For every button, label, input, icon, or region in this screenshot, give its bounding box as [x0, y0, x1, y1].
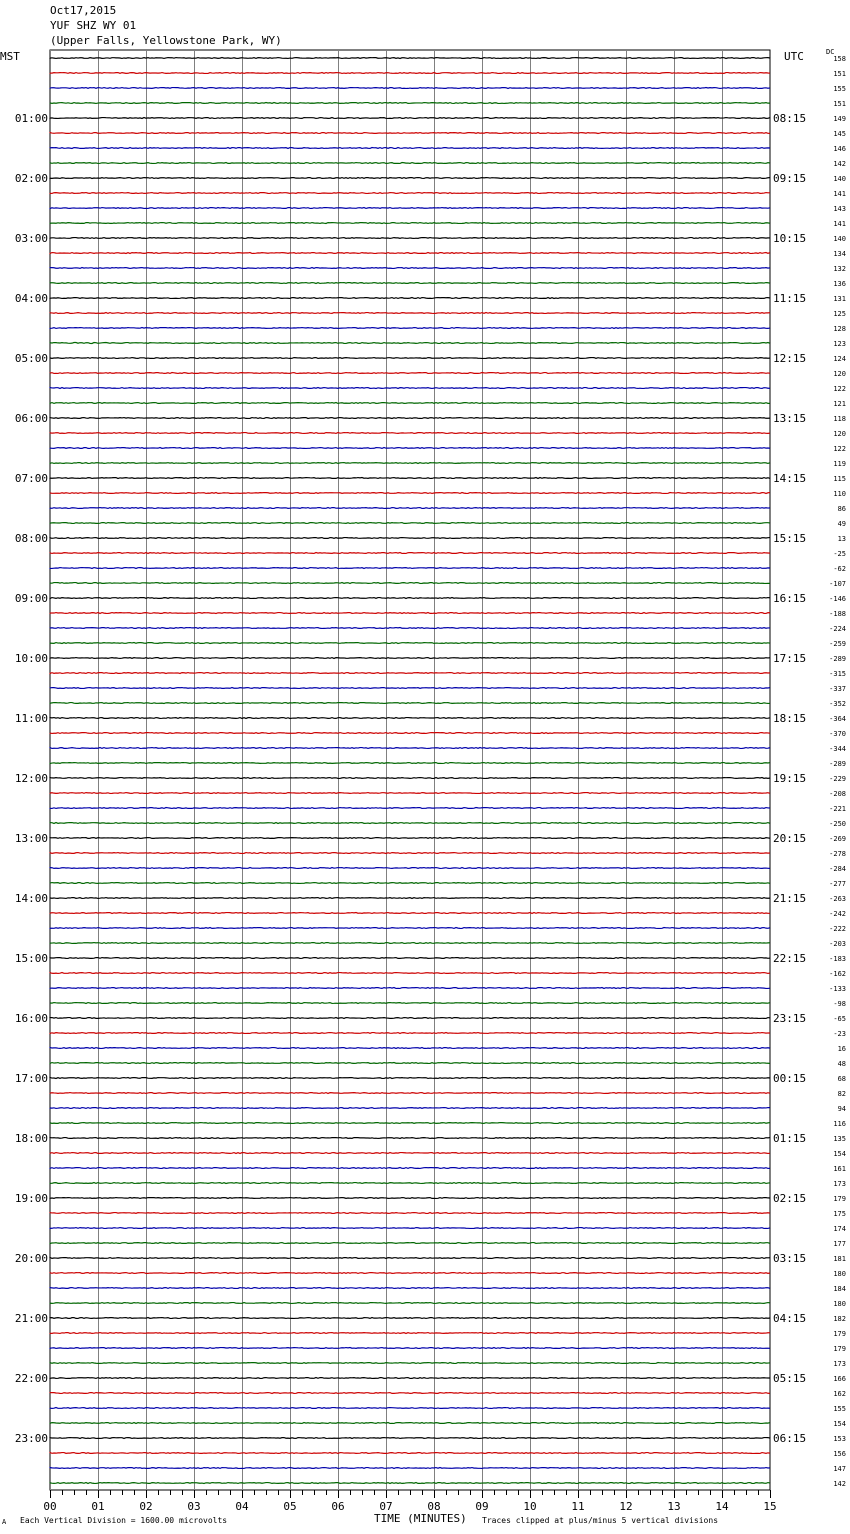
trace-line: [50, 748, 770, 749]
dc-offset-label: 158: [833, 55, 846, 63]
trace-line: [50, 1363, 770, 1364]
utc-hour-label: 02:15: [773, 1192, 807, 1205]
x-tick-label: 03: [187, 1500, 201, 1513]
plot-frame: [50, 50, 770, 1490]
mst-label: MST: [0, 50, 20, 63]
dc-offset-label: -188: [829, 610, 846, 618]
trace-line: [50, 343, 770, 344]
trace-line: [50, 1303, 770, 1304]
dc-offset-label: 149: [833, 115, 846, 123]
utc-hour-label: 19:15: [773, 772, 807, 785]
trace-line: [50, 1018, 770, 1019]
dc-offset-label: 140: [833, 235, 846, 243]
trace-line: [50, 1333, 770, 1334]
trace-line: [50, 883, 770, 884]
dc-offset-label: 13: [837, 535, 846, 543]
x-tick-label: 02: [139, 1500, 153, 1513]
dc-offset-label: -278: [829, 850, 846, 858]
x-tick-label: 10: [523, 1500, 537, 1513]
dc-offset-label: 154: [833, 1420, 846, 1428]
dc-offset-label: 154: [833, 1150, 846, 1158]
dc-offset-label: 179: [833, 1330, 846, 1338]
station-title: YUF SHZ WY 01: [50, 19, 137, 32]
mst-hour-label: 09:00: [14, 592, 48, 605]
dc-offset-label: 82: [837, 1090, 846, 1098]
mst-hour-label: 06:00: [14, 412, 48, 425]
x-axis-title: TIME (MINUTES): [374, 1512, 467, 1525]
trace-line: [50, 1138, 770, 1139]
trace-line: [50, 133, 770, 134]
trace-line: [50, 1183, 770, 1184]
dc-offset-label: 116: [833, 1120, 846, 1128]
trace-line: [50, 1123, 770, 1124]
trace-line: [50, 178, 770, 179]
trace-line: [50, 88, 770, 89]
utc-hour-label: 04:15: [773, 1312, 807, 1325]
mst-hour-label: 07:00: [14, 472, 48, 485]
dc-offset-label: 173: [833, 1360, 846, 1368]
dc-offset-label: 120: [833, 370, 846, 378]
dc-offset-label: -284: [829, 865, 846, 873]
trace-line: [50, 1318, 770, 1319]
mst-hour-label: 03:00: [14, 232, 48, 245]
dc-offset-label: 143: [833, 205, 846, 213]
utc-hour-label: 14:15: [773, 472, 807, 485]
dc-offset-label: 162: [833, 1390, 846, 1398]
dc-offset-label: 161: [833, 1165, 846, 1173]
dc-offset-label: 173: [833, 1180, 846, 1188]
trace-line: [50, 298, 770, 299]
utc-hour-label: 22:15: [773, 952, 807, 965]
dc-offset-label: -224: [829, 625, 846, 633]
date-title: Oct17,2015: [50, 4, 117, 17]
trace-line: [50, 823, 770, 824]
dc-offset-label: 16: [837, 1045, 846, 1053]
dc-offset-label: 86: [837, 505, 846, 513]
trace-line: [50, 853, 770, 854]
dc-offset-label: 132: [833, 265, 846, 273]
dc-offset-label: 142: [833, 160, 846, 168]
dc-offset-label: -229: [829, 775, 846, 783]
trace-line: [50, 598, 770, 599]
utc-hour-label: 20:15: [773, 832, 807, 845]
trace-line: [50, 58, 770, 59]
mst-hour-label: 04:00: [14, 292, 48, 305]
trace-line: [50, 103, 770, 104]
dc-offset-label: 181: [833, 1255, 846, 1263]
dc-offset-label: -133: [829, 985, 846, 993]
trace-line: [50, 418, 770, 419]
dc-offset-label: -364: [829, 715, 846, 723]
utc-hour-label: 05:15: [773, 1372, 807, 1385]
dc-offset-label: 110: [833, 490, 846, 498]
trace-line: [50, 1153, 770, 1154]
trace-line: [50, 73, 770, 74]
dc-offset-label: -277: [829, 880, 846, 888]
trace-line: [50, 223, 770, 224]
trace-line: [50, 193, 770, 194]
trace-line: [50, 793, 770, 794]
trace-line: [50, 1288, 770, 1289]
dc-offset-label: -98: [833, 1000, 846, 1008]
trace-line: [50, 433, 770, 434]
trace-line: [50, 328, 770, 329]
dc-offset-label: 184: [833, 1285, 846, 1293]
trace-line: [50, 1468, 770, 1469]
trace-line: [50, 688, 770, 689]
trace-line: [50, 1423, 770, 1424]
dc-offset-label: 177: [833, 1240, 846, 1248]
dc-offset-label: -242: [829, 910, 846, 918]
dc-offset-label: 156: [833, 1450, 846, 1458]
dc-offset-label: 122: [833, 445, 846, 453]
dc-offset-label: 175: [833, 1210, 846, 1218]
trace-line: [50, 1048, 770, 1049]
trace-line: [50, 268, 770, 269]
trace-line: [50, 1348, 770, 1349]
utc-hour-label: 03:15: [773, 1252, 807, 1265]
trace-line: [50, 958, 770, 959]
trace-line: [50, 403, 770, 404]
mst-hour-label: 13:00: [14, 832, 48, 845]
trace-line: [50, 148, 770, 149]
trace-line: [50, 973, 770, 974]
utc-hour-label: 06:15: [773, 1432, 807, 1445]
dc-offset-label: 151: [833, 70, 846, 78]
trace-line: [50, 778, 770, 779]
trace-line: [50, 643, 770, 644]
x-tick-label: 15: [763, 1500, 777, 1513]
trace-line: [50, 718, 770, 719]
trace-line: [50, 1213, 770, 1214]
dc-offset-label: 179: [833, 1345, 846, 1353]
x-tick-label: 08: [427, 1500, 441, 1513]
trace-line: [50, 1198, 770, 1199]
utc-hour-label: 10:15: [773, 232, 807, 245]
trace-line: [50, 253, 770, 254]
dc-offset-label: 140: [833, 175, 846, 183]
dc-offset-label: -183: [829, 955, 846, 963]
x-tick-label: 11: [571, 1500, 585, 1513]
trace-line: [50, 1078, 770, 1079]
trace-line: [50, 1093, 770, 1094]
dc-offset-label: 120: [833, 430, 846, 438]
utc-hour-label: 12:15: [773, 352, 807, 365]
utc-hour-label: 09:15: [773, 172, 807, 185]
utc-hour-label: 18:15: [773, 712, 807, 725]
trace-line: [50, 1408, 770, 1409]
trace-line: [50, 1003, 770, 1004]
trace-line: [50, 1378, 770, 1379]
trace-line: [50, 1258, 770, 1259]
dc-offset-label: 125: [833, 310, 846, 318]
trace-line: [50, 478, 770, 479]
x-tick-label: 14: [715, 1500, 729, 1513]
dc-offset-label: 124: [833, 355, 846, 363]
mst-hour-label: 14:00: [14, 892, 48, 905]
dc-offset-label: -62: [833, 565, 846, 573]
mst-hour-label: 05:00: [14, 352, 48, 365]
trace-line: [50, 508, 770, 509]
dc-offset-label: 128: [833, 325, 846, 333]
trace-line: [50, 1243, 770, 1244]
trace-line: [50, 1483, 770, 1484]
dc-offset-label: 121: [833, 400, 846, 408]
utc-hour-label: 13:15: [773, 412, 807, 425]
trace-line: [50, 283, 770, 284]
dc-offset-label: -221: [829, 805, 846, 813]
mst-hour-label: 17:00: [14, 1072, 48, 1085]
dc-offset-label: 123: [833, 340, 846, 348]
trace-line: [50, 1453, 770, 1454]
dc-offset-label: -263: [829, 895, 846, 903]
x-tick-label: 01: [91, 1500, 105, 1513]
dc-offset-label: 182: [833, 1315, 846, 1323]
dc-offset-label: 174: [833, 1225, 846, 1233]
dc-offset-label: 119: [833, 460, 846, 468]
trace-line: [50, 943, 770, 944]
dc-offset-label: -370: [829, 730, 846, 738]
utc-hour-label: 00:15: [773, 1072, 807, 1085]
trace-line: [50, 313, 770, 314]
dc-offset-label: -269: [829, 835, 846, 843]
trace-line: [50, 628, 770, 629]
dc-offset-label: -259: [829, 640, 846, 648]
mst-hour-label: 11:00: [14, 712, 48, 725]
x-tick-label: 09: [475, 1500, 489, 1513]
trace-line: [50, 238, 770, 239]
dc-offset-label: 48: [837, 1060, 846, 1068]
dc-offset-label: 155: [833, 85, 846, 93]
mst-hour-label: 10:00: [14, 652, 48, 665]
clip-note: Traces clipped at plus/minus 5 vertical divisions: [482, 1516, 719, 1525]
mst-hour-label: 19:00: [14, 1192, 48, 1205]
mst-hour-label: 16:00: [14, 1012, 48, 1025]
dc-offset-label: 134: [833, 250, 846, 258]
x-tick-label: 05: [283, 1500, 297, 1513]
trace-line: [50, 1273, 770, 1274]
mst-hour-label: 20:00: [14, 1252, 48, 1265]
dc-offset-label: -203: [829, 940, 846, 948]
utc-hour-label: 16:15: [773, 592, 807, 605]
dc-offset-label: 68: [837, 1075, 846, 1083]
dc-offset-label: -337: [829, 685, 846, 693]
mst-hour-label: 01:00: [14, 112, 48, 125]
dc-offset-label: -289: [829, 655, 846, 663]
dc-offset-label: 147: [833, 1465, 846, 1473]
dc-offset-label: 141: [833, 190, 846, 198]
dc-offset-label: -146: [829, 595, 846, 603]
dc-offset-label: -250: [829, 820, 846, 828]
trace-line: [50, 1063, 770, 1064]
trace-line: [50, 808, 770, 809]
dc-offset-label: -208: [829, 790, 846, 798]
utc-label: UTC: [784, 50, 804, 63]
trace-line: [50, 358, 770, 359]
trace-line: [50, 163, 770, 164]
x-tick-label: 13: [667, 1500, 681, 1513]
location-title: (Upper Falls, Yellowstone Park, WY): [50, 34, 282, 47]
trace-line: [50, 448, 770, 449]
trace-line: [50, 673, 770, 674]
dc-offset-label: 141: [833, 220, 846, 228]
trace-line: [50, 463, 770, 464]
x-tick-label: 07: [379, 1500, 393, 1513]
dc-offset-label: 180: [833, 1270, 846, 1278]
trace-line: [50, 568, 770, 569]
x-tick-label: 04: [235, 1500, 249, 1513]
trace-line: [50, 988, 770, 989]
trace-line: [50, 658, 770, 659]
dc-offset-label: -107: [829, 580, 846, 588]
trace-line: [50, 553, 770, 554]
dc-offset-label: 135: [833, 1135, 846, 1143]
dc-offset-label: -65: [833, 1015, 846, 1023]
trace-line: [50, 1108, 770, 1109]
utc-hour-label: 01:15: [773, 1132, 807, 1145]
trace-line: [50, 733, 770, 734]
utc-hour-label: 17:15: [773, 652, 807, 665]
utc-hour-label: 11:15: [773, 292, 807, 305]
dc-offset-label: 155: [833, 1405, 846, 1413]
utc-hour-label: 15:15: [773, 532, 807, 545]
dc-offset-label: 180: [833, 1300, 846, 1308]
dc-offset-label: -352: [829, 700, 846, 708]
dc-offset-label: 115: [833, 475, 846, 483]
mst-hour-label: 23:00: [14, 1432, 48, 1445]
dc-offset-label: 94: [837, 1105, 846, 1113]
dc-offset-label: -344: [829, 745, 846, 753]
trace-line: [50, 1228, 770, 1229]
dc-offset-label: 118: [833, 415, 846, 423]
trace-line: [50, 868, 770, 869]
utc-hour-label: 21:15: [773, 892, 807, 905]
trace-line: [50, 898, 770, 899]
mst-hour-label: 08:00: [14, 532, 48, 545]
scale-note: Each Vertical Division = 1600.00 microvolts: [20, 1516, 228, 1525]
trace-line: [50, 1438, 770, 1439]
dc-offset-label: 153: [833, 1435, 846, 1443]
dc-offset-label: 179: [833, 1195, 846, 1203]
mst-hour-label: 18:00: [14, 1132, 48, 1145]
dc-offset-label: 145: [833, 130, 846, 138]
trace-line: [50, 118, 770, 119]
dc-offset-label: -23: [833, 1030, 846, 1038]
trace-line: [50, 583, 770, 584]
trace-line: [50, 928, 770, 929]
trace-line: [50, 613, 770, 614]
utc-hour-label: 08:15: [773, 112, 807, 125]
mst-hour-label: 21:00: [14, 1312, 48, 1325]
dc-offset-label: -222: [829, 925, 846, 933]
dc-offset-label: 142: [833, 1480, 846, 1488]
mst-hour-label: 15:00: [14, 952, 48, 965]
dc-offset-label: 122: [833, 385, 846, 393]
dc-offset-label: 131: [833, 295, 846, 303]
x-tick-label: 12: [619, 1500, 633, 1513]
mst-hour-label: 22:00: [14, 1372, 48, 1385]
dc-offset-label: 146: [833, 145, 846, 153]
trace-line: [50, 208, 770, 209]
trace-line: [50, 538, 770, 539]
trace-line: [50, 388, 770, 389]
dc-offset-label: 49: [837, 520, 846, 528]
trace-line: [50, 1168, 770, 1169]
utc-hour-label: 23:15: [773, 1012, 807, 1025]
dc-offset-label: -289: [829, 760, 846, 768]
footer-mark: A: [2, 1518, 7, 1526]
dc-offset-label: -315: [829, 670, 846, 678]
mst-hour-label: 12:00: [14, 772, 48, 785]
trace-line: [50, 913, 770, 914]
trace-line: [50, 493, 770, 494]
dc-label: DC: [826, 48, 835, 56]
trace-line: [50, 523, 770, 524]
trace-line: [50, 373, 770, 374]
dc-offset-label: 151: [833, 100, 846, 108]
x-tick-label: 06: [331, 1500, 345, 1513]
dc-offset-label: -25: [833, 550, 846, 558]
dc-offset-label: 166: [833, 1375, 846, 1383]
trace-line: [50, 703, 770, 704]
x-tick-label: 00: [43, 1500, 57, 1513]
trace-line: [50, 1033, 770, 1034]
trace-line: [50, 838, 770, 839]
dc-offset-label: -162: [829, 970, 846, 978]
trace-line: [50, 1393, 770, 1394]
mst-hour-label: 02:00: [14, 172, 48, 185]
dc-offset-label: 136: [833, 280, 846, 288]
trace-line: [50, 763, 770, 764]
